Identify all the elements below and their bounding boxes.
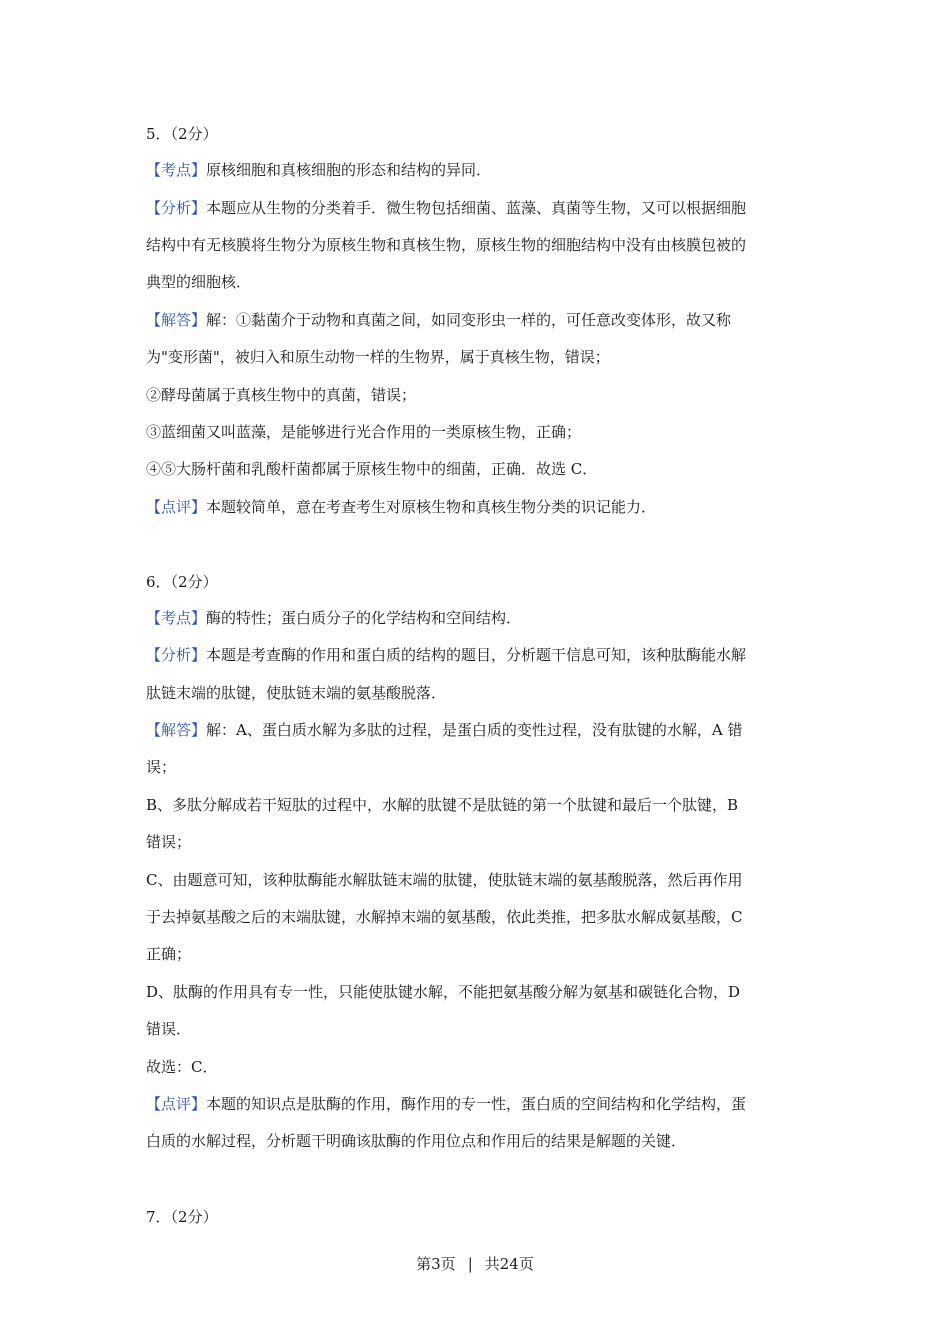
q6-jieda-line-5: C、由题意可知，该种肽酶能水解肽链末端的肽键，使肽链末端的氨基酸脱落，然后再作用	[146, 871, 743, 889]
q5-jieda-line-1	[146, 302, 814, 340]
q6-jieda-line-3: B、多肽分解成若干短肽的过程中，水解的肽键不是肽链的第一个肽键和最后一个肽键，B	[146, 796, 739, 814]
q6-jieda-line-8: D、肽酶的作用具有专一性，只能使肽键水解，不能把氨基酸分解为氨基和碳链化合物，D	[146, 983, 741, 1001]
q5-fenxi-line-2: 结构中有无核膜将生物分为原核生物和真核生物，原核生物的细胞结构中没有由核膜包被的	[146, 236, 747, 254]
q6-jieda-line-4: 错误；	[146, 833, 192, 851]
page-number-current: 第3页	[416, 1255, 456, 1273]
dianping-tag: 【点评】	[146, 498, 207, 516]
jieda-tag: 【解答】	[146, 311, 207, 329]
q5-jieda-line-5: ④⑤大肠杆菌和乳酸杆菌都属于原核生物中的细菌，正确．故选 C．	[146, 460, 598, 478]
fenxi-text: 本题是考查酶的作用和蛋白质的结构的题目，分析题干信息可知，该种肽酶能水解	[206, 646, 747, 664]
kaodian-text: 原核细胞和真核细胞的形态和结构的异同．	[206, 161, 492, 179]
q6-dianping-line-2: 白质的水解过程，分析题干明确该肽酶的作用位点和作用后的结果是解题的关键．	[146, 1132, 687, 1150]
dianping-text: 本题较简单，意在考查考生对原核生物和真核生物分类的识记能力．	[206, 498, 657, 516]
footer-separator: |	[467, 1255, 473, 1273]
kaodian-tag: 【考点】	[146, 609, 207, 627]
q5-jieda-line-4: ③蓝细菌又叫蓝藻，是能够进行光合作用的一类原核生物，正确；	[146, 423, 582, 441]
q6-fenxi-line-1	[146, 637, 814, 675]
jieda-text: 解：①黏菌介于动物和真菌之间，如同变形虫一样的，可任意改变体形，故又称	[206, 311, 732, 329]
q5-jieda-line-3: ②酵母菌属于真核生物中的真菌，错误；	[146, 386, 417, 404]
dianping-tag: 【点评】	[146, 1095, 207, 1113]
jieda-tag: 【解答】	[146, 721, 207, 739]
q6-jieda-line-10: 故选：C．	[146, 1058, 218, 1076]
q6-dianping-line-1	[146, 1086, 814, 1124]
q5-jieda-line-2: 为"变形菌"，被归入和原生动物一样的生物界，属于真核生物，错误；	[146, 348, 610, 366]
q6-jieda-line-6: 于去掉氨基酸之后的末端肽键，水解掉末端的氨基酸，依此类推，把多肽水解成氨基酸，C	[146, 908, 743, 926]
q5-fenxi-line-3: 典型的细胞核．	[146, 273, 252, 291]
page-footer	[0, 1254, 950, 1274]
kaodian-tag: 【考点】	[146, 161, 207, 179]
q6-jieda-line-2: 误；	[146, 758, 177, 776]
q5-kaodian	[146, 152, 814, 190]
q5-dianping	[146, 489, 814, 527]
question-6-header: 6．（2分）	[146, 573, 218, 591]
q6-jieda-line-1	[146, 712, 814, 750]
question-5-header: 5．（2分）	[146, 125, 218, 143]
q6-jieda-line-7: 正确；	[146, 945, 192, 963]
q5-fenxi-line-1	[146, 190, 814, 228]
q6-fenxi-line-2: 肽链末端的肽键，使肽链末端的氨基酸脱落．	[146, 684, 447, 702]
fenxi-text: 本题应从生物的分类着手．微生物包括细菌、蓝藻、真菌等生物，又可以根据细胞	[206, 199, 747, 217]
dianping-text: 本题的知识点是肽酶的作用，酶作用的专一性，蛋白质的空间结构和化学结构，蛋	[206, 1095, 747, 1113]
fenxi-tag: 【分析】	[146, 646, 207, 664]
question-7-header: 7．（2分）	[146, 1208, 218, 1226]
q6-kaodian	[146, 600, 814, 638]
kaodian-text: 酶的特性；蛋白质分子的化学结构和空间结构．	[206, 609, 522, 627]
jieda-text: 解：A、蛋白质水解为多肽的过程，是蛋白质的变性过程，没有肽键的水解，A 错	[206, 721, 743, 739]
fenxi-tag: 【分析】	[146, 199, 207, 217]
q6-jieda-line-9: 错误．	[146, 1020, 192, 1038]
page-number-total: 共24页	[484, 1255, 534, 1273]
